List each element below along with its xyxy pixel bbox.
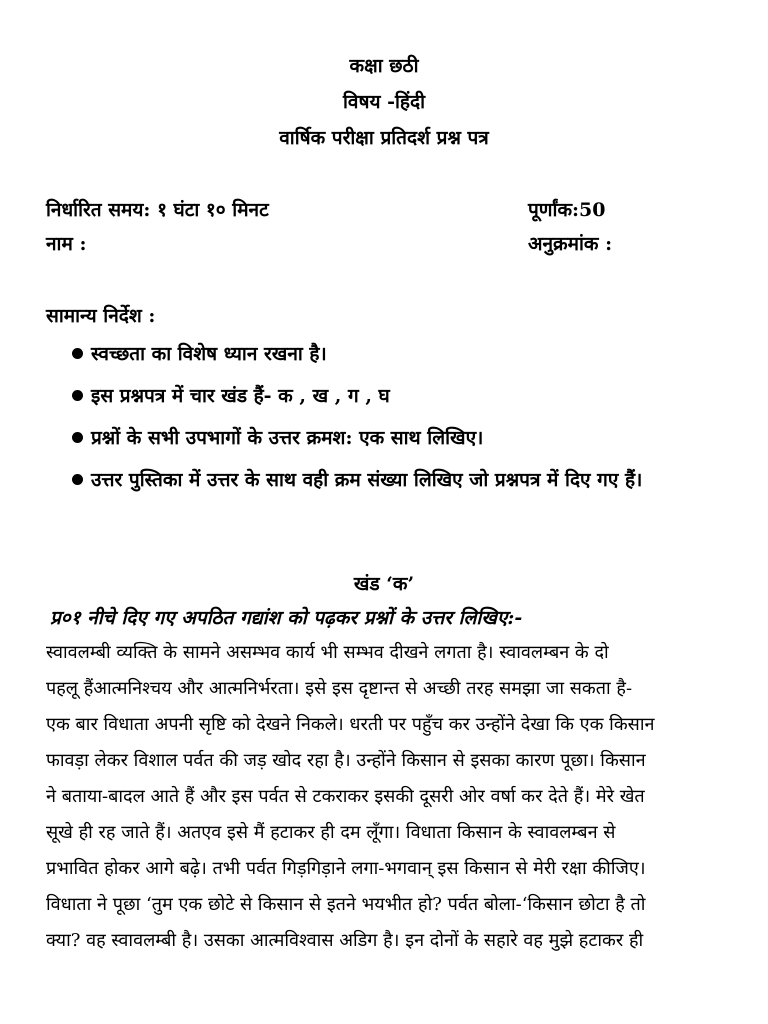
time-label: निर्धारित समय: १ घंटा १० मिनट (46, 199, 269, 221)
name-label: नाम : (46, 233, 87, 255)
passage-line: विधाता ने पूछा ‘तुम एक छोटे से किसान से इतने भयभीत हो? पर्वत बोला-‘किसान छोटा है तो (46, 894, 646, 915)
bullet-icon (72, 348, 83, 359)
instruction-item (72, 424, 483, 450)
passage-line: पहलू हैंआत्मनिश्चय और आत्मनिर्भरता। इसे इस दृष्टान्त से अच्छी तरह समझा जा सकता है- (46, 678, 633, 699)
passage-line: फावड़ा लेकर विशाल पर्वत की जड़ खोद रहा है। उन्होंने किसान से इसका कारण पूछा। किसान (46, 750, 646, 771)
passage-line: ने बताया-बादल आते हैं और इस पर्वत से टकराकर इसकी दूसरी ओर वर्षा कर देते हैं। मेरे खेत (46, 786, 645, 807)
bullet-icon (72, 390, 83, 401)
roll-number-label: अनुक्रमांक : (528, 233, 613, 255)
instruction-item (72, 340, 327, 366)
bullet-icon (72, 474, 83, 485)
instruction-text: इस प्रश्नपत्र में चार खंड हैं- क , ख , ग , घ (91, 385, 390, 407)
name-roll-row (46, 230, 726, 258)
time-marks-row (46, 196, 726, 224)
instruction-text: उत्तर पुस्तिका में उत्तर के साथ वही क्रम संख्या लिखिए जो प्रश्नपत्र में दिए गए हैं। (91, 469, 643, 491)
passage-line: क्या? वह स्वावलम्बी है। उसका आत्मविश्वास अडिग है। इन दोनों के सहारे वह मुझे हटाकर ही (46, 930, 644, 951)
instruction-item (72, 382, 390, 408)
passage-line: एक बार विधाता अपनी सृष्टि को देखने निकले। धरती पर पहुँच कर उन्होंने देखा कि एक किसान (46, 714, 655, 735)
passage-line: सूखे ही रह जाते हैं। अतएव इसे मैं हटाकर ही दम लूँगा। विधाता किसान के स्वावलम्बन से (46, 822, 616, 843)
bullet-icon (72, 432, 83, 443)
passage-line: प्रभावित होकर आगे बढ़े। तभी पर्वत गिड़गिड़ाने लगा-भगवान् इस किसान से मेरी रक्षा कीजिए। (46, 858, 646, 879)
subject-title: विषय -हिंदी (342, 91, 425, 113)
instruction-text: स्वच्छता का विशेष ध्यान रखना है। (91, 343, 327, 365)
marks-label: पूर्णांक:50 (528, 199, 606, 221)
instruction-text: प्रश्नों के सभी उपभागों के उत्तर क्रमश: एक साथ लिखिए। (91, 427, 484, 449)
question-1: प्र०१ नीचे दिए गए अपठित गद्यांश को पढ़कर प्रश्नों के उत्तर लिखिए:- (50, 607, 523, 629)
passage-line: स्वावलम्बी व्यक्ति के सामने असम्भव कार्य भी सम्भव दीखने लगता है। स्वावलम्बन के दो (46, 642, 609, 663)
instruction-item (72, 466, 642, 492)
class-title: कक्षा छठी (349, 55, 419, 77)
exam-title: वार्षिक परीक्षा प्रतिदर्श प्रश्न पत्र (279, 127, 489, 149)
section-title: खंड ‘क’ (353, 573, 415, 595)
instructions-heading: सामान्य निर्देश : (46, 305, 156, 327)
